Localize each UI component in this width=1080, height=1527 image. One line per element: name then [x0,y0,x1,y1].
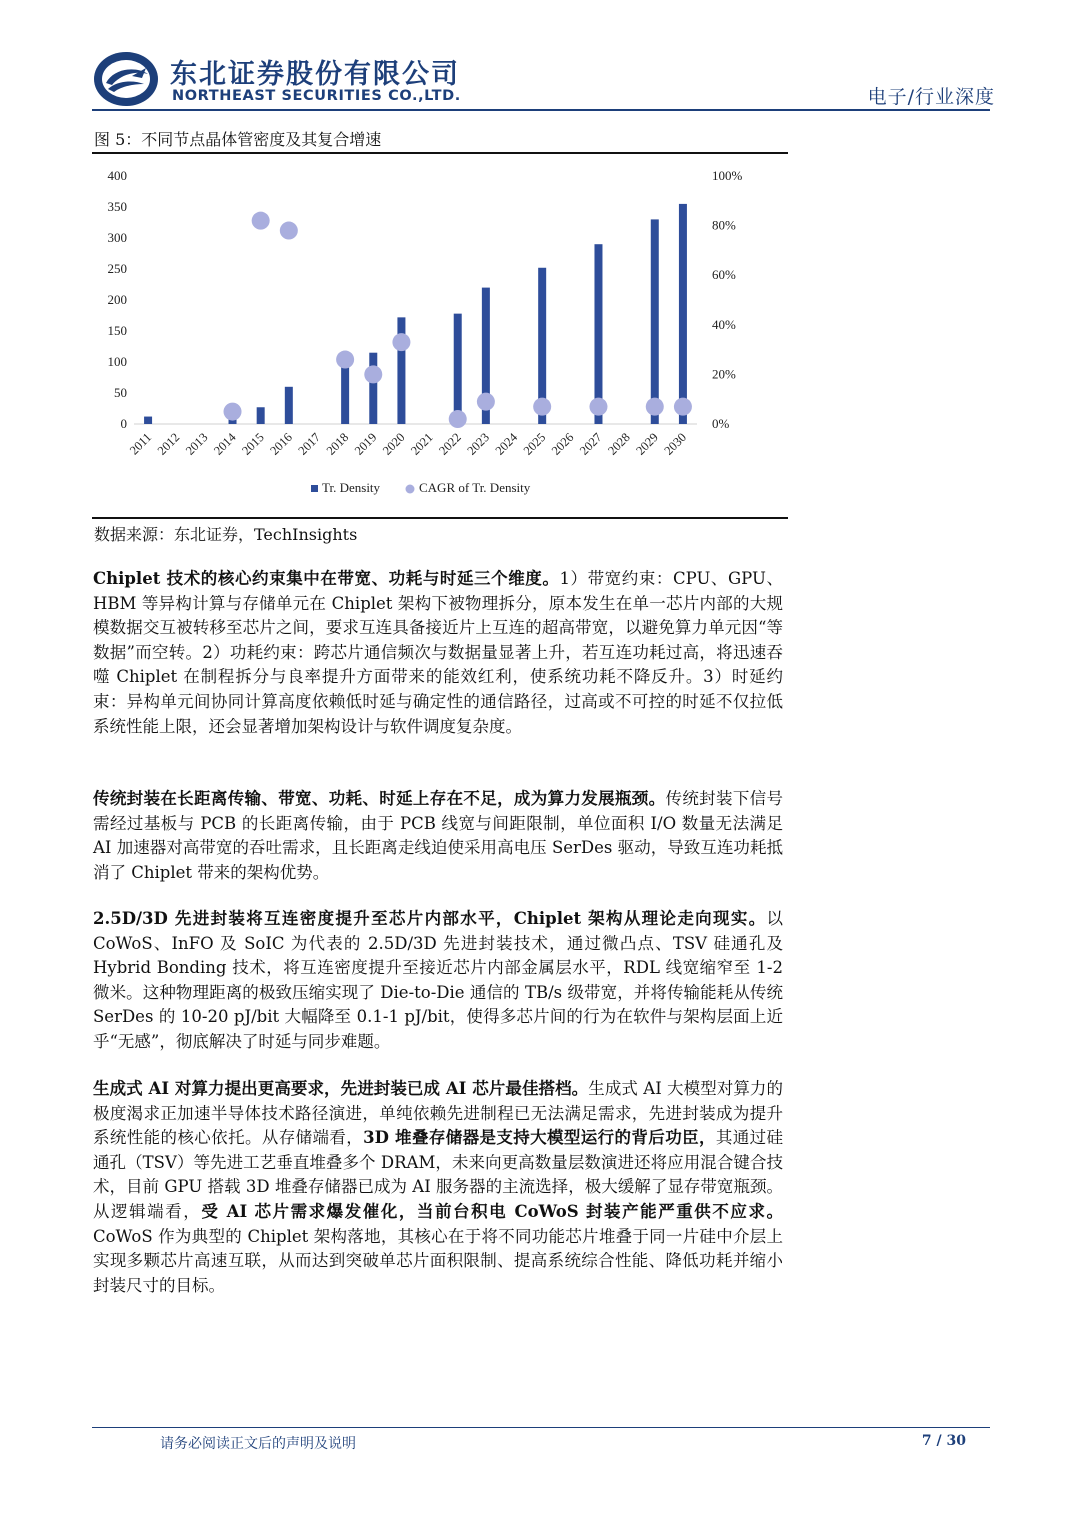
legend-swatch-cagr [406,485,415,494]
y-left-tick-label: 250 [107,261,127,276]
point-cagr-2020 [392,333,410,351]
point-cagr-2019 [364,365,382,383]
transistor-density-chart [92,156,788,514]
x-tick-label: 2021 [408,430,436,458]
bar-tr-density-2015 [257,407,265,424]
y-right-tick-label: 0% [712,416,730,431]
y-left-tick-label: 150 [107,323,127,338]
paragraph-body: 其通过硅通孔（TSV）等先进工艺垂直堆叠多个 DRAM，未来向更高数量层数演进还将应用混合键合技术，目前 GPU 搭载 3D 堆叠存储器已成为 AI 服务器的主流选择，极大缓解了显存带宽瓶颈。从逻辑端看， [93,1128,783,1221]
point-cagr-2022 [449,410,467,428]
paragraph-advanced-packaging [93,907,783,1055]
x-tick-label: 2023 [464,430,492,458]
x-tick-label: 2028 [605,430,633,458]
x-tick-label: 2026 [548,430,577,458]
paragraph-body: 生成式 AI 大模型对算力的极度渴求正加速半导体技术路径演进，单纯依赖先进制程已无法满足需求，先进封装成为提升系统性能的核心依托。从存储端看， [93,1079,783,1148]
x-tick-label: 2020 [379,430,408,458]
x-tick-label: 2012 [154,430,183,458]
x-tick-label: 2013 [182,430,211,458]
x-tick-label: 2029 [633,430,661,458]
x-tick-label: 2019 [351,430,380,458]
bar-tr-density-2022 [454,314,462,424]
paragraph-lead: Chiplet 技术的核心约束集中在带宽、功耗与时延三个维度。 [93,569,560,588]
figure-top-rule [92,152,788,154]
point-cagr-2015 [252,212,270,230]
bar-tr-density-2027 [594,244,602,424]
company-logo [92,50,160,108]
bar-tr-density-2030 [679,204,687,424]
legend-label-tr-density: Tr. Density [322,480,381,495]
header-divider [92,109,990,111]
x-tick-label: 2018 [323,430,352,458]
paragraph-emphasis: 受 AI 芯片需求爆发催化，当前台积电 CoWoS 封装产能严重供不应求。 [201,1201,784,1221]
page-number: 7 / 30 [921,1433,966,1449]
x-tick-label: 2024 [492,430,521,458]
point-cagr-2029 [646,398,664,416]
paragraph-lead: 传统封装在长距离传输、带宽、功耗、时延上存在不足，成为算力发展瓶颈。 [93,789,666,808]
paragraph-generative-ai [93,1077,783,1298]
x-tick-label: 2016 [267,430,295,458]
y-left-tick-label: 350 [107,199,127,214]
y-right-tick-label: 20% [712,366,736,382]
y-left-tick-label: 300 [107,230,127,245]
y-left-tick-label: 200 [107,292,127,307]
bar-tr-density-2011 [144,417,152,424]
bar-tr-density-2029 [651,219,659,424]
legend-swatch-tr-density [311,485,318,492]
company-name-en: NORTHEAST SECURITIES CO.,LTD. [172,88,461,104]
point-cagr-2014 [224,403,242,421]
paragraph-body: CoWoS 作为典型的 Chiplet 架构落地，其核心在于将不同功能芯片堆叠于同一片硅中介层上实现多颗芯片高速互联，从而达到突破单芯片面积限制、提高系统综合性能、降低功耗并缩小封装尺寸的目标。 [93,1226,783,1295]
company-name-cn: 东北证券股份有限公司 [170,59,460,90]
paragraph-body: 1）带宽约束：CPU、GPU、HBM 等异构计算与存储单元在 Chiplet 架构下被物理拆分，原本发生在单一芯片内部的大规模数据交互被转移至芯片之间，要求互连具备接近片上互连的超高带宽，以避免算力单元因“等数据”而空转。2）功耗约束：跨芯片通信频次与数据量显著上升，若互连功耗过高，将迅速吞噬 Chiplet 在制程拆分与良率提升方面带来的能效红利，使系统功耗不降反升。3）时延约束：异构单元间协同计算高度依赖低时延与确定性的通信路径，过高或不可控的时延不仅拉低系统性能上限，还会显著增加架构设计与软件调度复杂度。 [93,569,783,736]
y-right-tick-label: 60% [712,267,736,283]
x-tick-label: 2025 [520,430,549,458]
paragraph-lead: 生成式 AI 对算力提出更高要求，先进封装已成 AI 芯片最佳搭档。 [93,1079,589,1098]
footer-disclaimer: 请务必阅读正文后的声明及说明 [160,1436,356,1452]
footer-divider [92,1427,990,1428]
y-left-tick-label: 0 [120,416,127,431]
point-cagr-2025 [533,398,551,416]
paragraph-chiplet-constraints [93,567,783,739]
paragraph-traditional-packaging [93,787,783,885]
point-cagr-2027 [589,398,607,416]
y-left-tick-label: 100 [107,354,127,369]
x-tick-label: 2022 [436,430,464,458]
paragraph-body: 传统封装下信号需经过基板与 PCB 的长距离传输，由于 PCB 线宽与间距限制，单位面积 I/O 数量无法满足 AI 加速器对高带宽的吞吐需求，且长距离走线迫使采用高电压 SerDes 驱动，导致互连功耗抵消了 Chiplet 带来的架构优势。 [93,789,784,882]
x-tick-label: 2027 [577,430,605,458]
figure-source: 数据来源：东北证券，TechInsights [94,525,358,544]
figure-bottom-rule [92,517,788,519]
x-tick-label: 2011 [126,430,155,458]
x-tick-label: 2030 [661,430,690,458]
report-type: 电子/行业深度 [867,86,995,108]
paragraph-body: 以 CoWoS、InFO 及 SoIC 为代表的 2.5D/3D 先进封装技术，通过微凸点、TSV 硅通孔及 Hybrid Bonding 技术，将互连密度提升至接近芯片内部金属层水平，RDL 线宽缩窄至 1-2 微米。这种物理距离的极致压缩实现了 Die-to-Die 通信的 TB/s 级带宽，并将传输能耗从传统 SerDes 的 10-20 pJ/bit 大幅降至 0.1-1 pJ/bit，使得多芯片间的行为在软件与架构层面上近乎“无感”，彻底解决了时延与同步难题。 [93,909,783,1051]
x-tick-label: 2017 [295,430,324,458]
figure-title: 图 5：不同节点晶体管密度及其复合增速 [94,130,382,149]
legend-label-cagr: CAGR of Tr. Density [419,480,531,495]
point-cagr-2030 [674,398,692,416]
y-right-tick-label: 40% [712,316,736,332]
y-right-tick-label: 100% [712,168,743,183]
paragraph-lead: 2.5D/3D 先进封装将互连密度提升至芯片内部水平，Chiplet 架构从理论走向现实。 [93,909,767,928]
y-right-tick-label: 80% [712,217,736,233]
paragraph-emphasis: 3D 堆叠存储器是支持大模型运行的背后功臣， [363,1128,716,1148]
bar-tr-density-2018 [341,361,349,424]
x-tick-label: 2015 [239,430,267,458]
point-cagr-2023 [477,393,495,411]
bar-tr-density-2019 [369,353,377,424]
x-tick-label: 2014 [211,430,239,458]
bar-tr-density-2016 [285,387,293,424]
point-cagr-2018 [336,351,354,369]
point-cagr-2016 [280,222,298,240]
y-left-tick-label: 50 [114,385,127,400]
y-left-tick-label: 400 [107,168,127,183]
